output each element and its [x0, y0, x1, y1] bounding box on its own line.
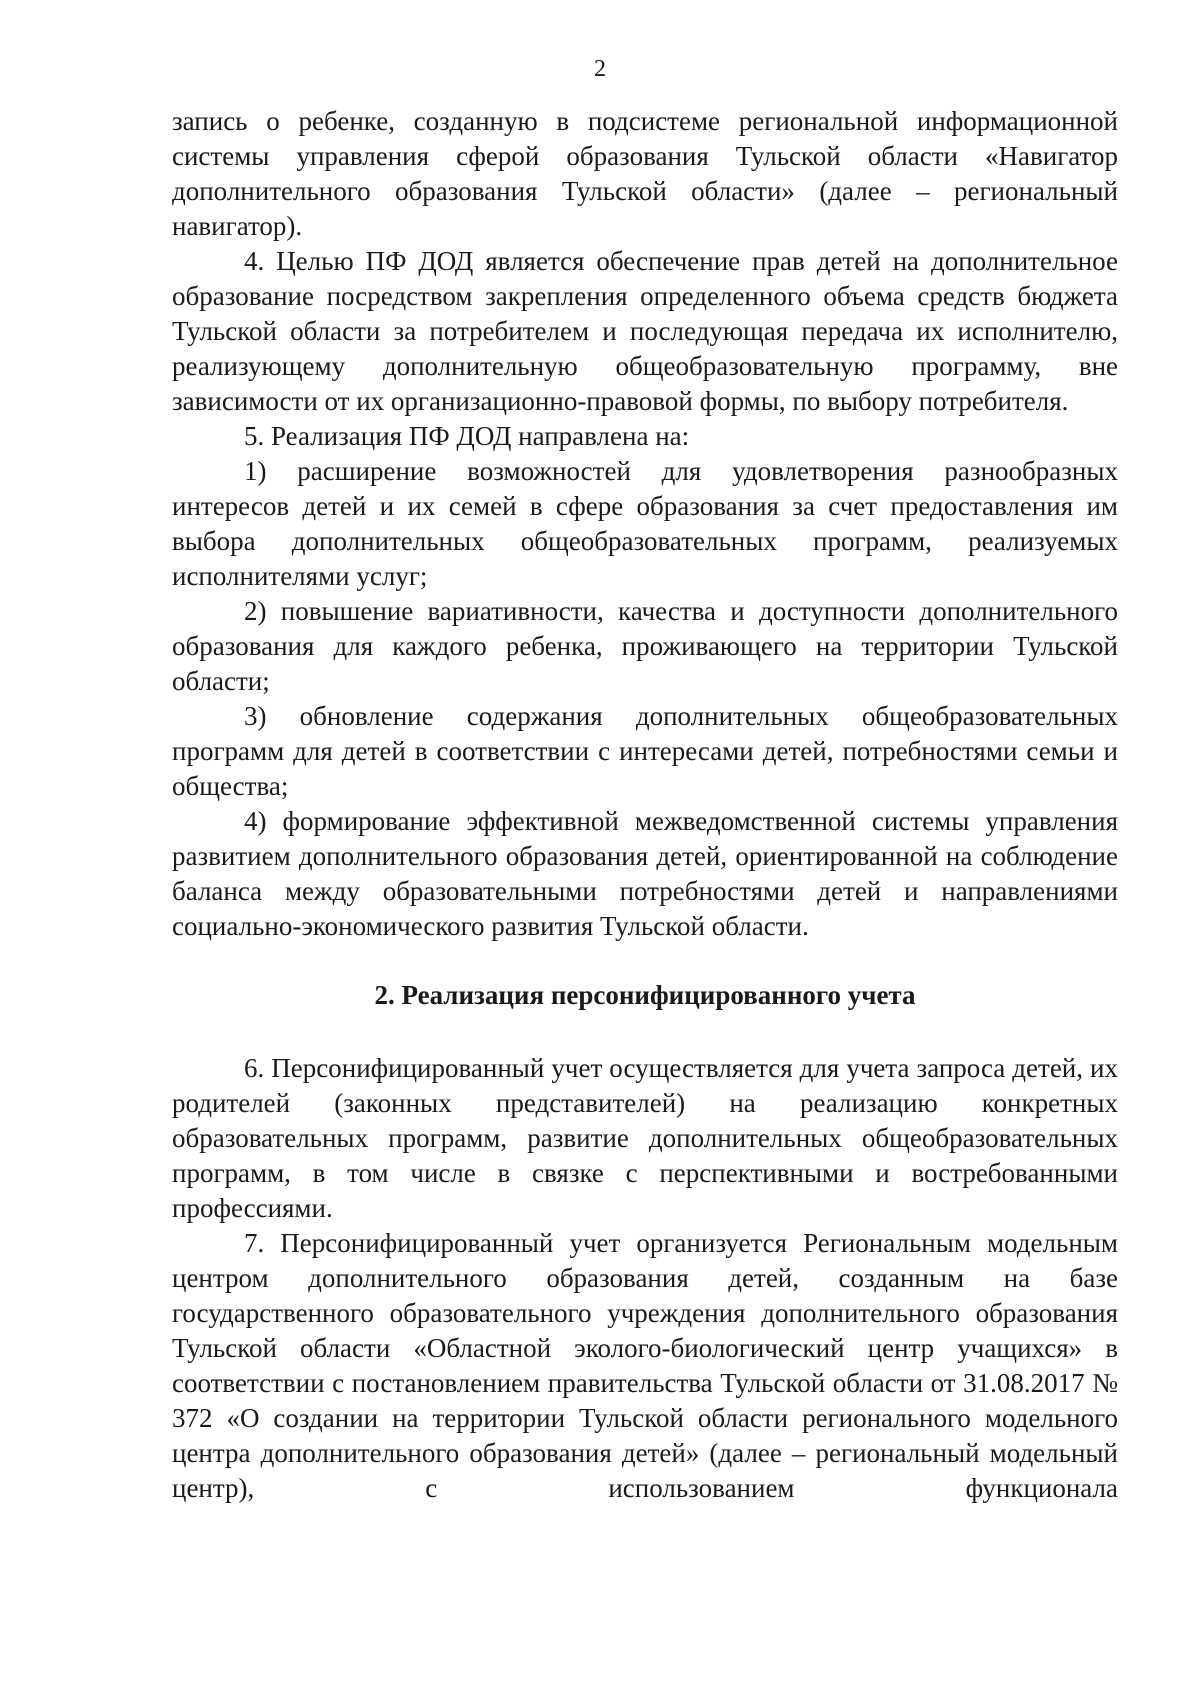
list-item-4: 4) формирование эффективной межведомственной системы управления развитием дополнительного образования детей, ориентированной на соблюдение баланса между образовательными потребностями детей и направлениями социально-экономического развития Тульской области.	[172, 806, 1118, 941]
paragraph-item-5: 5. Реализация ПФ ДОД направлена на:	[244, 421, 690, 451]
section-heading: 2. Реализация персонифицированного учета	[374, 980, 916, 1010]
paragraph-item-6: 6. Персонифицированный учет осуществляется для учета запроса детей, их родителей (законных представителей) на реализацию конкретных образовательных программ, развитие дополнительных общеобразовательных программ, в том числе в связке с перспективными и востребованными профессиями.	[172, 1053, 1118, 1223]
paragraph-item-4: 4. Целью ПФ ДОД является обеспечение прав детей на дополнительное образование посредством закрепления определенного объема средств бюджета Тульской области за потребителем и последующая передача их исполнителю, реализующему дополнительную общеобразовательную программу, вне зависимости от их организационно-правовой формы, по выбору потребителя.	[172, 246, 1118, 416]
list-item-3: 3) обновление содержания дополнительных общеобразовательных программ для детей в соответствии с интересами детей, потребностями семьи и общества;	[172, 701, 1118, 801]
document-body	[172, 104, 1118, 1506]
list-item-2: 2) повышение вариативности, качества и доступности дополнительного образования для каждого ребенка, проживающего на территории Тульской области;	[172, 596, 1118, 696]
page-number: 2	[594, 56, 606, 82]
paragraph-continuation: запись о ребенке, созданную в подсистеме региональной информационной системы управления сферой образования Тульской области «Навигатор дополнительного образования Тульской области» (далее – региональный навигатор).	[172, 106, 1118, 241]
list-item-1: 1) расширение возможностей для удовлетворения разнообразных интересов детей и их семей в сфере образования за счет предоставления им выбора дополнительных общеобразовательных программ, реализуемых исполнителями услуг;	[172, 456, 1118, 591]
paragraph-item-7: 7. Персонифицированный учет организуется Региональным модельным центром дополнительного образования детей, созданным на базе государственного образовательного учреждения дополнительного образования Тульской области «Областной эколого-биологический центр учащихся» в соответствии с постановлением правительства Тульской области от 31.08.2017 № 372 «О создании на территории Тульской области регионального модельного центра дополнительного образования детей» (далее – региональный модельный центр), с использованием функционала	[172, 1228, 1118, 1503]
